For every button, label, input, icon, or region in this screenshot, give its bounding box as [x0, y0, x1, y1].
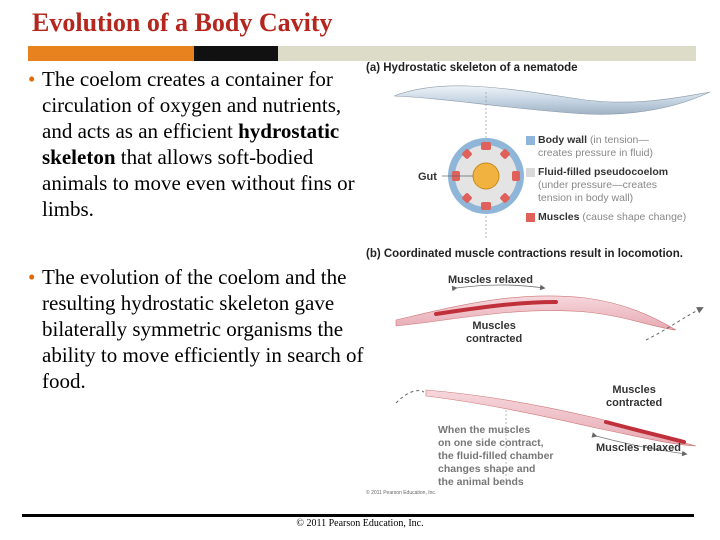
- title-bar-orange: [28, 46, 194, 61]
- nematode-figure: [366, 58, 720, 500]
- label-line: contracted: [606, 397, 663, 409]
- label-line: contracted: [466, 333, 523, 345]
- explanation-line: When the muscles: [438, 424, 531, 436]
- explanation-line: on one side contract,: [438, 437, 544, 449]
- legend-label: Fluid-filled pseudocoelom: [538, 166, 669, 178]
- legend-note: (under pressure—creates: [538, 179, 658, 191]
- footer-divider: [22, 514, 694, 517]
- muscles-relaxed-bottom-label: Muscles relaxed: [596, 442, 681, 454]
- panel-b-caption: (b) Coordinated muscle contractions result in locomotion.: [366, 248, 683, 260]
- bullet-dot-icon: •: [28, 67, 36, 91]
- legend-swatch-body-wall: [526, 136, 535, 145]
- bullet-1: [28, 66, 373, 222]
- legend-note: (cause shape change): [582, 211, 687, 223]
- bullet-dot-icon: •: [28, 265, 36, 289]
- bullet-1-text: The coelom creates a container for circulation of oxygen and nutrients, and acts as an efficient: [42, 67, 342, 143]
- bullet-list: [28, 66, 373, 394]
- bullet-2: [28, 264, 373, 394]
- legend-note: creates pressure in fluid): [538, 147, 653, 159]
- explanation-line: changes shape and: [438, 463, 536, 475]
- label-line: Muscles: [612, 384, 656, 396]
- bending-explanation: [438, 424, 554, 489]
- label-line: Muscles: [472, 320, 516, 332]
- motion-arrow-bottom: [396, 391, 424, 403]
- panel-a-caption: (a) Hydrostatic skeleton of a nematode: [366, 62, 578, 74]
- gut-circle: [473, 163, 499, 189]
- explanation-line: the animal bends: [438, 476, 524, 488]
- footer-copyright: © 2011 Pearson Education, Inc.: [296, 518, 424, 529]
- legend-label: Muscles: [538, 211, 580, 223]
- title-bar-black: [194, 46, 278, 61]
- legend-note: tension in body wall): [538, 192, 634, 204]
- bullet-2-text: The evolution of the coelom and the resulting hydrostatic skeleton gave bilaterally symmetric organisms the ability to move efficiently in search of food.: [42, 265, 364, 393]
- explanation-line: the fluid-filled chamber: [438, 450, 554, 462]
- legend-note: (in tension—: [589, 134, 649, 146]
- figure-copyright: © 2011 Pearson Education, Inc.: [366, 490, 437, 496]
- legend-label: Body wall: [538, 134, 588, 146]
- muscles-contracted-right-label: [606, 384, 662, 410]
- muscles-contracted-left-label: [466, 320, 522, 346]
- legend-muscles: [538, 211, 686, 224]
- nematode-worm: [394, 86, 710, 114]
- legend-swatch-pseudocoelom: [526, 168, 535, 177]
- muscles-relaxed-top-label: Muscles relaxed: [448, 274, 533, 286]
- gut-label: Gut: [418, 171, 437, 183]
- legend-pseudocoelom: [538, 166, 668, 205]
- legend-swatch-muscles: [526, 213, 535, 222]
- bullet-1-bold: hydrostatic skeleton: [42, 119, 340, 169]
- bullet-1-tail: that allows soft-bodied animals to move even without fins or limbs.: [42, 145, 355, 221]
- slide-title: Evolution of a Body Cavity: [32, 8, 333, 37]
- legend-body-wall: [538, 134, 653, 160]
